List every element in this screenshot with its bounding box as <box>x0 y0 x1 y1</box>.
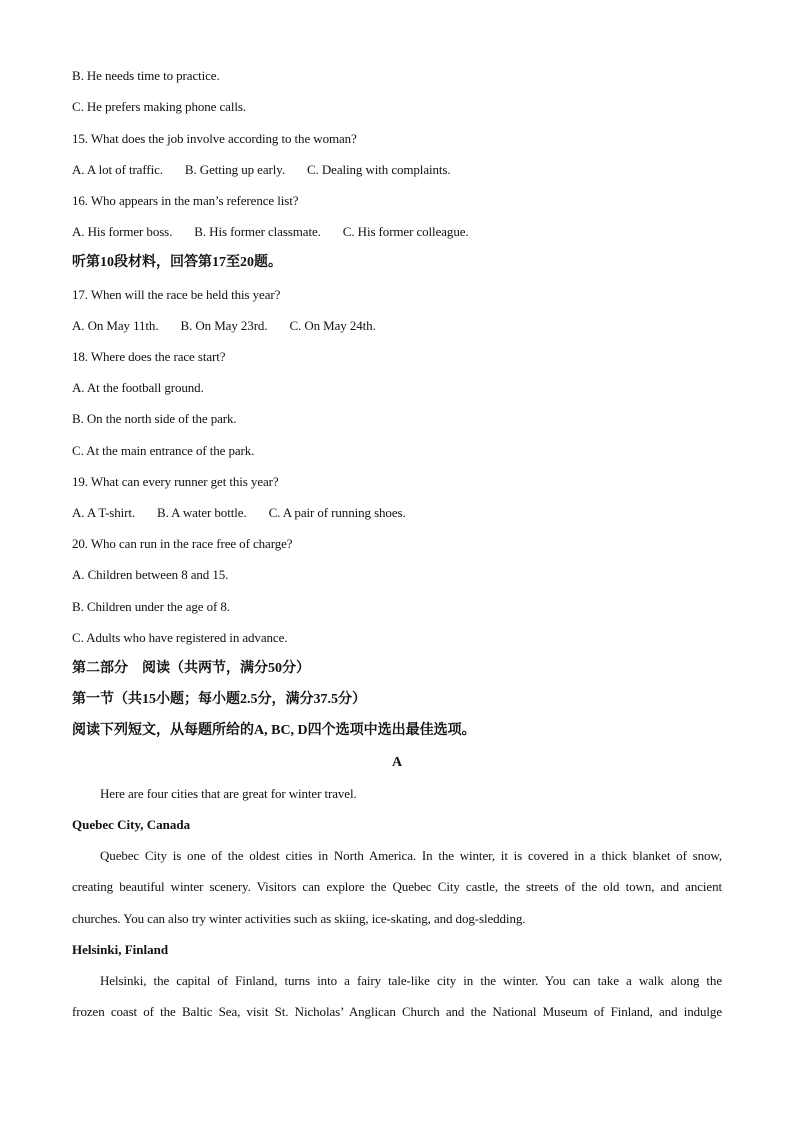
question-20: 20. Who can run in the race free of charge? <box>72 536 293 551</box>
option-a: A. His former boss. <box>72 224 173 239</box>
passage-label: A <box>391 755 403 770</box>
option-line: C. At the main entrance of the park. <box>72 443 255 458</box>
option-line: B. Children under the age of 8. <box>72 599 230 614</box>
question-18: 18. Where does the race start? <box>72 349 226 364</box>
section-heading: 听第10段材料，回答第17至20题。 <box>72 255 282 270</box>
option-c: C. His former colleague. <box>342 224 469 239</box>
paragraph-line: churches. You can also try winter activities such as skiing, ice-skating, and dog-sledding. <box>72 911 526 926</box>
passage-intro: Here are four cities that are great for winter travel. <box>100 786 357 801</box>
option-line: C. He prefers making phone calls. <box>72 99 246 114</box>
question-19-options <box>72 505 406 521</box>
option-a: A. On May 11th. <box>72 318 159 333</box>
city-heading-quebec: Quebec City, Canada <box>72 817 191 832</box>
part-heading: 第二部分 阅读（共两节，满分50分） <box>72 661 310 676</box>
paragraph-line: Quebec City is one of the oldest cities in North America. In the winter, it is covered in a thick blanket of snow, <box>100 848 722 863</box>
option-line: B. On the north side of the park. <box>72 411 237 426</box>
option-line: C. Adults who have registered in advance. <box>72 630 288 645</box>
paragraph-line: Helsinki, the capital of Finland, turns into a fairy tale-like city in the winter. You can take a walk along the <box>100 973 722 988</box>
option-b: B. On May 23rd. <box>180 318 268 333</box>
option-b: B. A water bottle. <box>157 505 247 520</box>
question-17: 17. When will the race be held this year? <box>72 287 281 302</box>
paragraph-line: creating beautiful winter scenery. Visitors can explore the Quebec City castle, the streets of the old town, and ancient <box>72 879 722 894</box>
paragraph-line: frozen coast of the Baltic Sea, visit St. Nicholas’ Anglican Church and the National Museum of Finland, and indulge <box>72 1004 722 1019</box>
option-c: C. Dealing with complaints. <box>306 162 451 177</box>
option-c: C. A pair of running shoes. <box>268 505 406 520</box>
question-15-options <box>72 162 451 178</box>
option-b: B. Getting up early. <box>184 162 285 177</box>
option-a: A. A T-shirt. <box>72 505 135 520</box>
option-a: A. A lot of traffic. <box>72 162 163 177</box>
option-c: C. On May 24th. <box>289 318 376 333</box>
section-heading: 第一节（共15小题；每小题2.5分，满分37.5分） <box>72 692 366 707</box>
instructions: 阅读下列短文，从每题所给的A, BC, D四个选项中选出最佳选项。 <box>72 723 476 738</box>
option-line: A. Children between 8 and 15. <box>72 567 229 582</box>
question-16: 16. Who appears in the man’s reference list? <box>72 193 299 208</box>
option-line: A. At the football ground. <box>72 380 204 395</box>
question-15: 15. What does the job involve according to the woman? <box>72 131 357 146</box>
city-heading-helsinki: Helsinki, Finland <box>72 942 169 957</box>
option-b: B. His former classmate. <box>194 224 321 239</box>
question-17-options <box>72 318 376 334</box>
question-19: 19. What can every runner get this year? <box>72 474 279 489</box>
question-16-options <box>72 224 469 240</box>
option-line: B. He needs time to practice. <box>72 68 220 83</box>
